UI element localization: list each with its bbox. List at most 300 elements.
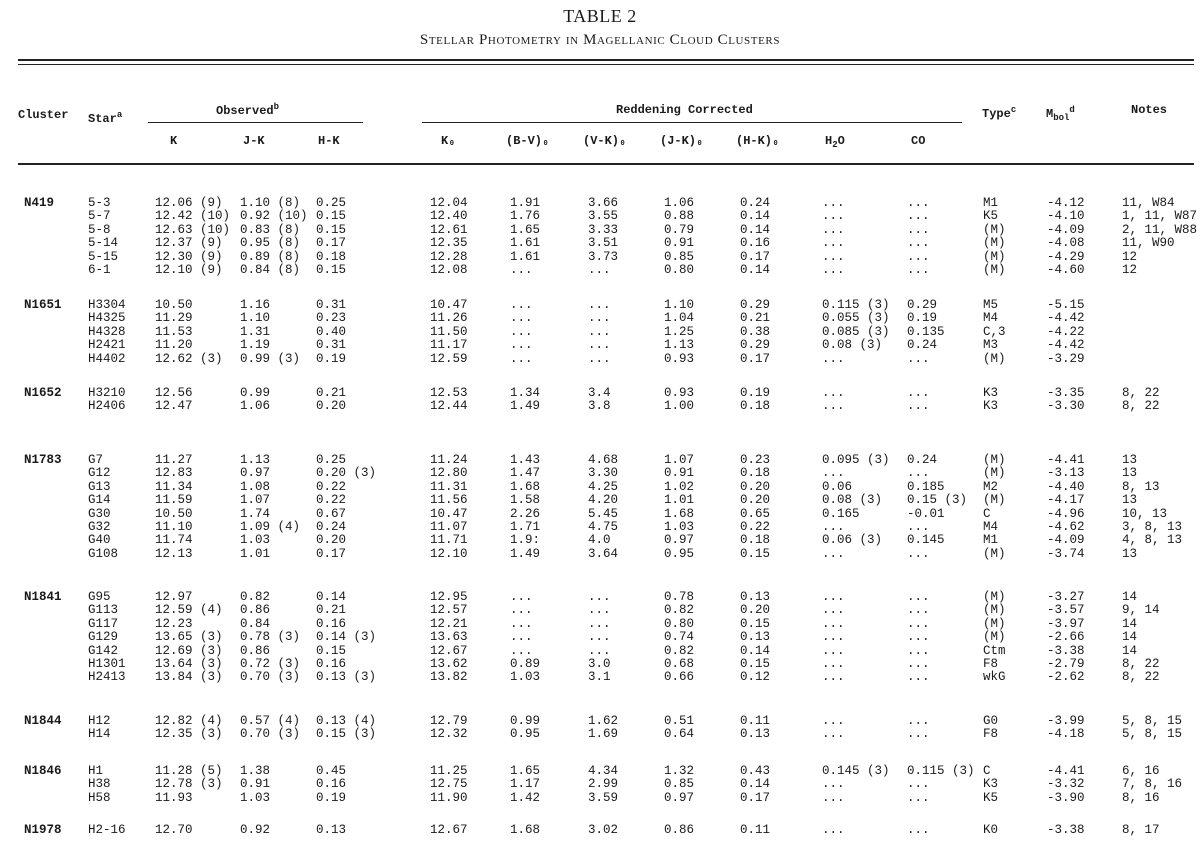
cell-notes: 8, 16 [1122,790,1160,805]
cell-j-k0: 0.80 [664,616,695,631]
cell-k0: 12.40 [430,209,468,224]
cell-mbol: -4.42 [1047,311,1085,326]
cell-b-v0: 1.49 [510,399,541,414]
cell-v-k0: 3.55 [588,209,619,224]
cell-v-k0: 5.45 [588,506,619,521]
cell-h-k0: 0.15 [740,546,771,561]
cell-star: G117 [88,616,119,631]
cell-v-k0: ... [588,324,611,339]
cell-j-k: 0.91 [240,777,271,792]
cell-h2o: ... [822,714,845,728]
cell-v-k0: ... [588,616,611,631]
cell-h-k0: 0.18 [740,399,771,414]
cell-star: 5-3 [88,196,111,210]
cell-j-k: 1.08 [240,479,271,494]
cell-notes: 13 [1122,546,1138,561]
cell-v-k0: ... [588,630,611,645]
cell-v-k0: 3.1 [588,670,611,685]
cell-j-k0: 0.95 [664,546,695,561]
cell-h-k: 0.22 [316,479,347,494]
cell-k: 12.63 (10) [155,222,231,237]
cell-v-k0: 2.99 [588,777,619,792]
cell-mbol: -3.38 [1047,823,1085,837]
cell-type: M1 [983,196,999,210]
cell-k: 11.20 [155,338,193,353]
cell-h2o: ... [822,351,845,366]
cell-j-k: 0.82 [240,590,271,604]
cell-j-k0: 0.80 [664,263,695,277]
cell-type: (M) [983,263,1006,277]
cell-co: ... [907,727,930,742]
cell-k: 12.23 [155,616,193,631]
cell-j-k: 0.89 (8) [240,249,301,264]
cell-k0: 13.63 [430,630,468,645]
cell-h2o: 0.115 (3) [822,298,890,312]
header-k: K [170,134,178,148]
cell-h-k0: 0.20 [740,603,771,618]
cell-type: (M) [983,590,1006,604]
cell-co: ... [907,466,930,481]
cell-star: H1301 [88,657,126,671]
cell-k0: 11.31 [430,479,468,494]
cell-j-k: 1.74 [240,506,271,521]
cell-k: 11.34 [155,479,193,494]
cell-co: ... [907,714,930,728]
cell-type: (M) [983,222,1006,237]
cell-j-k: 1.01 [240,546,271,561]
cell-h-k: 0.16 [316,616,347,631]
cell-k0: 10.47 [430,298,468,312]
cell-h2o: 0.095 (3) [822,453,890,467]
header-cluster: Cluster [18,108,69,122]
cell-v-k0: 3.51 [588,236,619,251]
cell-type: F8 [983,657,999,671]
cell-star: G12 [88,466,111,481]
cell-j-k: 1.10 (8) [240,196,301,210]
cell-type: (M) [983,236,1006,251]
cell-co: ... [907,520,930,534]
header-v-k0: (V-K)₀ [583,134,627,148]
cell-star: G32 [88,520,111,534]
cell-type: (M) [983,493,1006,508]
cell-k0: 10.47 [430,506,468,521]
cell-h-k0: 0.21 [740,311,771,326]
cell-k0: 12.21 [430,616,468,631]
cell-j-k: 1.03 [240,533,271,548]
cluster-name: N1841 [24,590,62,604]
cell-h-k0: 0.18 [740,466,771,481]
cell-type: M1 [983,533,999,548]
cell-v-k0: 4.0 [588,533,611,548]
header-j-k: J-K [243,134,265,148]
cell-j-k0: 1.13 [664,338,695,353]
cell-v-k0: 1.62 [588,714,619,728]
cell-h-k0: 0.43 [740,764,771,778]
cell-k: 11.29 [155,311,193,326]
cell-v-k0: 3.59 [588,790,619,805]
cell-b-v0: 0.95 [510,727,541,742]
cell-j-k: 1.16 [240,298,271,312]
header-observed [216,100,279,118]
cell-h-k: 0.17 [316,236,347,251]
cell-h-k0: 0.14 [740,263,771,277]
cell-k0: 12.10 [430,546,468,561]
cell-h2o: ... [822,727,845,742]
cell-mbol: -4.17 [1047,493,1085,508]
cell-h-k0: 0.14 [740,643,771,658]
cell-j-k: 0.78 (3) [240,630,301,645]
cell-v-k0: 3.64 [588,546,619,561]
cell-j-k0: 1.68 [664,506,695,521]
cell-h-k: 0.15 [316,209,347,224]
cell-star: 5-14 [88,236,119,251]
cell-j-k0: 0.97 [664,533,695,548]
header-type-label: Type [982,107,1011,121]
cell-type: M4 [983,520,999,534]
cell-star: H58 [88,790,111,805]
header-bottom-rule [18,163,1194,165]
cell-type: M2 [983,479,999,494]
cell-v-k0: 3.73 [588,249,619,264]
cell-notes: 3, 8, 13 [1122,520,1183,534]
cell-mbol: -4.18 [1047,727,1085,742]
cell-mbol: -4.62 [1047,520,1085,534]
cell-h2o: ... [822,777,845,792]
cell-h-k: 0.13 (4) [316,714,377,728]
cell-j-k: 0.99 [240,386,271,400]
cell-k0: 12.75 [430,777,468,792]
cell-h-k0: 0.13 [740,590,771,604]
cell-j-k: 1.06 [240,399,271,414]
cell-h-k: 0.15 [316,263,347,277]
cell-k: 11.10 [155,520,193,534]
cell-notes: 8, 22 [1122,399,1160,414]
cell-h-k0: 0.17 [740,351,771,366]
cell-h-k: 0.20 [316,533,347,548]
cell-h-k: 0.15 [316,222,347,237]
cell-k: 12.13 [155,546,193,561]
cell-j-k0: 1.01 [664,493,695,508]
cell-type: (M) [983,466,1006,481]
cell-b-v0: 1.68 [510,823,541,837]
cell-v-k0: ... [588,590,611,604]
cell-notes: 8, 22 [1122,670,1160,685]
cell-k: 11.28 (5) [155,764,223,778]
cell-star: H2421 [88,338,126,353]
cell-h-k0: 0.14 [740,777,771,792]
cell-j-k0: 0.66 [664,670,695,685]
cell-k: 12.42 (10) [155,209,231,224]
cluster-name: N1846 [24,764,62,778]
cell-k: 12.47 [155,399,193,414]
cell-h-k: 0.19 [316,351,347,366]
cell-j-k: 0.57 (4) [240,714,301,728]
table-title: TABLE 2 [563,6,637,26]
cell-j-k: 0.99 (3) [240,351,301,366]
cluster-name: N419 [24,196,55,210]
cell-star: G7 [88,453,104,467]
cell-mbol: -4.09 [1047,533,1085,548]
cell-notes: 1, 11, W87 [1122,209,1198,224]
cell-j-k: 0.92 [240,823,271,837]
cell-type: C [983,506,991,521]
cell-h-k: 0.21 [316,603,347,618]
cell-star: H2413 [88,670,126,685]
cell-h2o: 0.055 (3) [822,311,890,326]
cell-b-v0: 1.47 [510,466,541,481]
cell-type: (M) [983,630,1006,645]
cell-j-k0: 1.07 [664,453,695,467]
cell-notes: 2, 11, W88 [1122,222,1198,237]
cell-j-k0: 0.64 [664,727,695,742]
cell-j-k: 0.86 [240,603,271,618]
cell-mbol: -4.41 [1047,764,1085,778]
cell-k0: 11.90 [430,790,468,805]
header-h2o-h: H [825,134,833,148]
cell-b-v0: 1.9: [510,533,541,548]
cell-k0: 12.28 [430,249,468,264]
cell-h-k0: 0.65 [740,506,771,521]
cell-star: H12 [88,714,111,728]
cell-h2o: ... [822,590,845,604]
cell-h-k: 0.22 [316,493,347,508]
cell-j-k0: 0.97 [664,790,695,805]
cell-k: 12.70 [155,823,193,837]
cell-h-k0: 0.15 [740,657,771,671]
cluster-name: N1844 [24,714,62,728]
cell-j-k: 0.70 (3) [240,727,301,742]
cell-h-k: 0.67 [316,506,347,521]
cell-co: ... [907,222,930,237]
cell-notes: 8, 22 [1122,657,1160,671]
cell-k: 12.35 (3) [155,727,223,742]
cell-h2o: ... [822,249,845,264]
cell-co: ... [907,777,930,792]
cell-star: G13 [88,479,111,494]
cell-h2o: 0.08 (3) [822,338,883,353]
cell-k: 12.78 (3) [155,777,223,792]
cell-mbol: -3.13 [1047,466,1085,481]
cell-h2o: ... [822,823,845,837]
cell-star: H4402 [88,351,126,366]
cell-b-v0: 1.58 [510,493,541,508]
cell-k0: 12.32 [430,727,468,742]
cell-h-k: 0.13 [316,823,347,837]
cell-k: 12.69 (3) [155,643,223,658]
cell-h2o: ... [822,209,845,224]
cell-notes: 12 [1122,249,1138,264]
cell-notes: 6, 16 [1122,764,1160,778]
cell-k0: 11.24 [430,453,468,467]
cell-mbol: -3.90 [1047,790,1085,805]
cell-k: 11.53 [155,324,193,339]
cell-k: 11.74 [155,533,193,548]
cluster-name: N1652 [24,386,62,400]
cell-star: H14 [88,727,111,742]
cell-type: M5 [983,298,999,312]
cell-k0: 12.67 [430,823,468,837]
cell-j-k0: 1.32 [664,764,695,778]
cell-h2o: ... [822,790,845,805]
cell-co: ... [907,790,930,805]
cell-k: 12.56 [155,386,193,400]
cell-co: ... [907,630,930,645]
cell-mbol: -2.62 [1047,670,1085,685]
cell-h-k: 0.19 [316,790,347,805]
cell-k0: 12.04 [430,196,468,210]
cell-star: H3304 [88,298,126,312]
cell-mbol: -4.42 [1047,338,1085,353]
cell-type: (M) [983,351,1006,366]
cell-mbol: -3.57 [1047,603,1085,618]
header-star-label: Star [88,112,117,126]
cell-k: 12.62 (3) [155,351,223,366]
cell-co: ... [907,590,930,604]
cell-v-k0: ... [588,263,611,277]
cell-star: H4328 [88,324,126,339]
cell-b-v0: ... [510,603,533,618]
cell-star: H38 [88,777,111,792]
cell-j-k0: 1.00 [664,399,695,414]
cell-h-k0: 0.13 [740,727,771,742]
cell-notes: 5, 8, 15 [1122,714,1183,728]
cell-v-k0: 4.34 [588,764,619,778]
cell-notes: 7, 8, 16 [1122,777,1183,792]
cell-j-k0: 0.85 [664,777,695,792]
cell-k0: 12.80 [430,466,468,481]
cell-v-k0: 3.8 [588,399,611,414]
cell-star: H2-16 [88,823,126,837]
cell-h2o: ... [822,546,845,561]
cell-v-k0: ... [588,603,611,618]
cell-type: (M) [983,616,1006,631]
cell-notes: 14 [1122,616,1138,631]
cell-b-v0: 1.71 [510,520,541,534]
cell-j-k: 0.84 (8) [240,263,301,277]
cell-type: (M) [983,249,1006,264]
cell-co: ... [907,670,930,685]
cell-mbol: -3.32 [1047,777,1085,792]
header-co: CO [911,134,926,148]
cell-k: 11.93 [155,790,193,805]
cell-co: 0.15 (3) [907,493,968,508]
cell-co: ... [907,643,930,658]
cell-h-k0: 0.29 [740,298,771,312]
cell-co: ... [907,657,930,671]
cell-b-v0: 1.68 [510,479,541,494]
cell-h-k0: 0.11 [740,823,771,837]
cell-type: F8 [983,727,999,742]
cell-h-k0: 0.12 [740,670,771,685]
cluster-name: N1783 [24,453,62,467]
header-mbol-main: M [1046,107,1054,121]
cell-co: 0.29 [907,298,938,312]
cell-star: G108 [88,546,119,561]
cell-notes: 13 [1122,453,1138,467]
cell-type: K5 [983,790,999,805]
header-h-k: H-K [318,134,340,148]
cell-h2o: ... [822,196,845,210]
cell-star: 5-8 [88,222,111,237]
cell-notes: 12 [1122,263,1138,277]
cell-k0: 12.35 [430,236,468,251]
cell-co: ... [907,603,930,618]
cell-k: 10.50 [155,298,193,312]
cell-j-k0: 1.10 [664,298,695,312]
cell-mbol: -5.15 [1047,298,1085,312]
cell-mbol: -4.60 [1047,263,1085,277]
cell-h-k0: 0.11 [740,714,771,728]
cell-k: 12.10 (9) [155,263,223,277]
cell-mbol: -2.66 [1047,630,1085,645]
cell-j-k: 0.83 (8) [240,222,301,237]
cell-co: ... [907,196,930,210]
cell-k0: 12.61 [430,222,468,237]
header-notes: Notes [1131,103,1168,117]
cell-v-k0: 1.69 [588,727,619,742]
cell-h-k0: 0.19 [740,386,771,400]
cell-h2o: ... [822,643,845,658]
cell-h-k0: 0.38 [740,324,771,339]
cell-mbol: -3.38 [1047,643,1085,658]
cell-co: ... [907,209,930,224]
cell-j-k0: 0.88 [664,209,695,224]
cell-h-k: 0.31 [316,298,347,312]
cell-mbol: -3.97 [1047,616,1085,631]
cell-b-v0: 1.43 [510,453,541,467]
cell-h2o: 0.085 (3) [822,324,890,339]
cell-h2o: 0.08 (3) [822,493,883,508]
cell-h2o: ... [822,263,845,277]
cell-co: -0.01 [907,506,945,521]
cell-j-k0: 0.79 [664,222,695,237]
cell-k0: 11.56 [430,493,468,508]
cell-v-k0: ... [588,338,611,353]
cell-notes: 8, 13 [1122,479,1160,494]
cell-star: 5-15 [88,249,119,264]
cell-mbol: -4.41 [1047,453,1085,467]
cell-v-k0: 4.68 [588,453,619,467]
cell-notes: 14 [1122,630,1138,645]
cell-mbol: -3.99 [1047,714,1085,728]
cell-star: G142 [88,643,119,658]
cell-h-k: 0.16 [316,657,347,671]
cell-j-k0: 0.78 [664,590,695,604]
header-k0: K₀ [441,134,456,148]
cell-co: 0.135 [907,324,945,339]
cell-j-k0: 0.91 [664,466,695,481]
cell-mbol: -4.10 [1047,209,1085,224]
cell-h-k0: 0.20 [740,479,771,494]
cell-co: 0.115 (3) [907,764,975,778]
cell-star: G40 [88,533,111,548]
cell-star: G30 [88,506,111,521]
cell-type: G0 [983,714,999,728]
cell-mbol: -3.27 [1047,590,1085,604]
header-reddening-corrected: Reddening Corrected [616,103,753,117]
cell-b-v0: 1.65 [510,222,541,237]
cell-v-k0: 4.75 [588,520,619,534]
cell-h-k: 0.21 [316,386,347,400]
cell-h2o: ... [822,386,845,400]
cell-k0: 13.82 [430,670,468,685]
cell-h-k0: 0.18 [740,533,771,548]
cell-h-k0: 0.20 [740,493,771,508]
cell-v-k0: ... [588,643,611,658]
reddening-underline [422,122,962,123]
header-h-k0: (H-K)₀ [736,134,780,148]
cell-b-v0: ... [510,616,533,631]
